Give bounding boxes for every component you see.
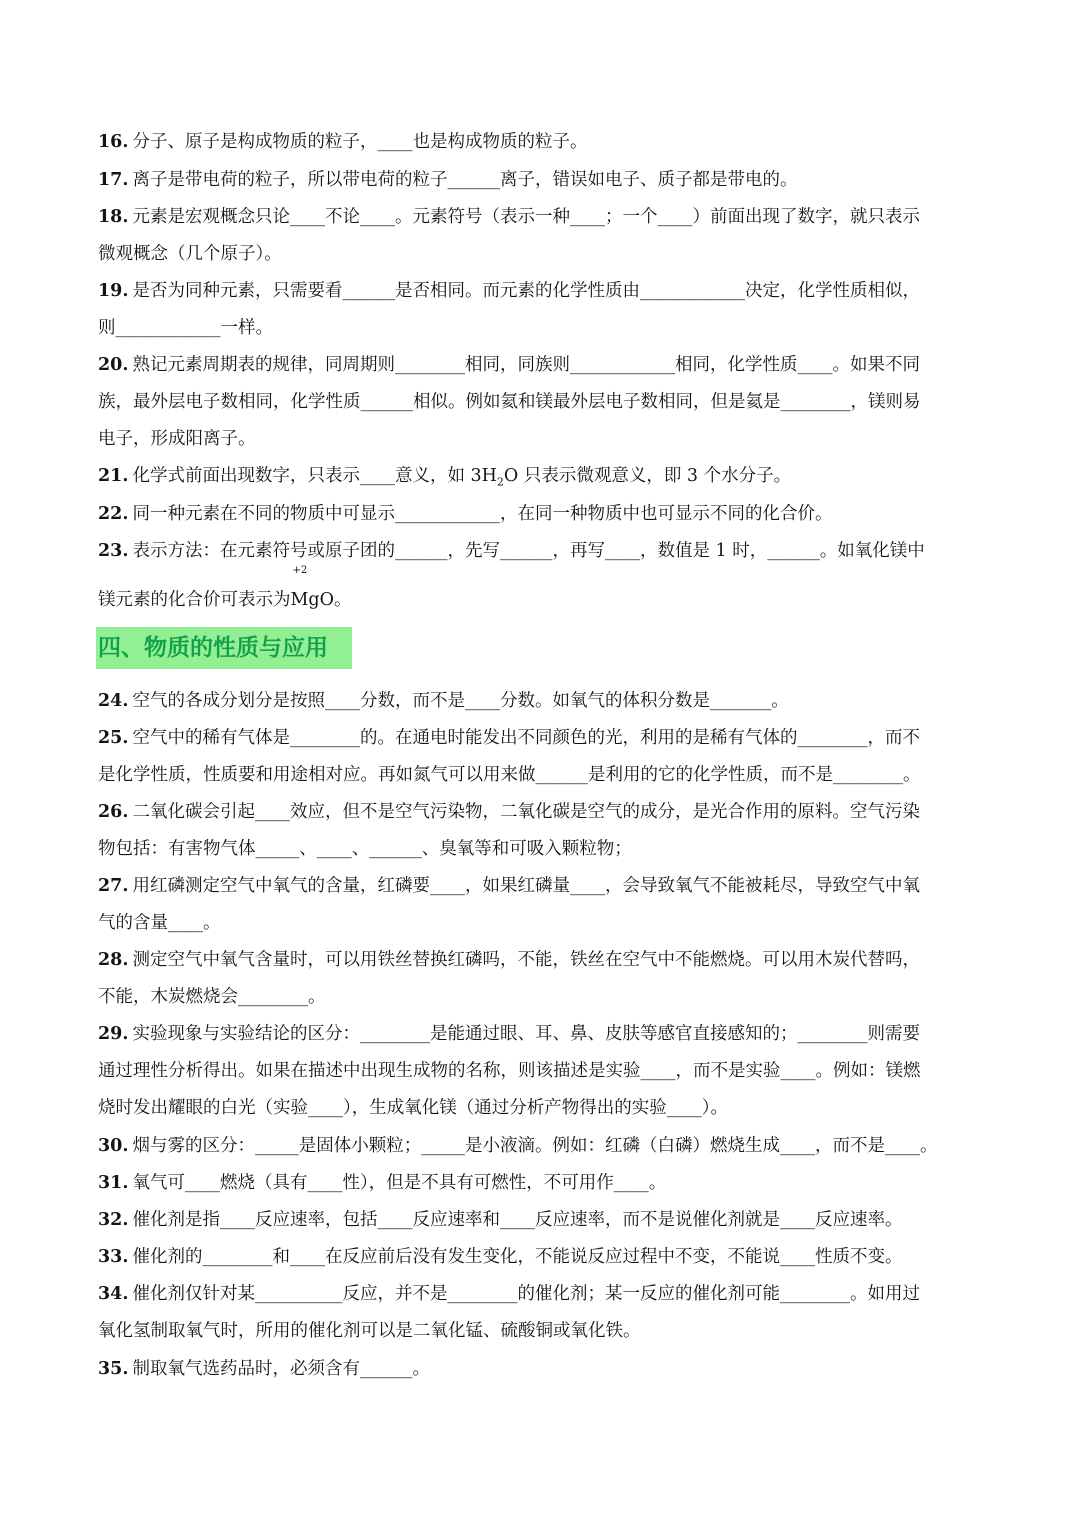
- question-number: 29.: [98, 1024, 129, 1044]
- question-number: 20.: [98, 355, 129, 375]
- question-text: 氧气可____燃烧（具有____性），但是不具有可燃性，不可用作____。: [132, 1173, 667, 1193]
- question-text: 催化剂是指____反应速率，包括____反应速率和____反应速率，而不是说催化剂就是____反应速率。: [132, 1210, 903, 1230]
- chemical-formula: [290, 565, 334, 619]
- question-text: 镁元素的化合价可表示为: [98, 590, 291, 610]
- question-text: 空气的各成分划分是按照____分数，而不是____分数。如氧气的体积分数是_______。: [132, 691, 789, 711]
- question-35: [98, 1351, 988, 1388]
- question-number: 18.: [98, 207, 129, 227]
- question-number: 22.: [98, 504, 129, 524]
- question-number: 27.: [98, 876, 129, 896]
- question-16: [98, 124, 988, 161]
- question-21: [98, 458, 988, 495]
- question-text: 离子是带电荷的粒子，所以带电荷的粒子______离子，错误如电子、质子都是带电的。: [132, 170, 798, 190]
- question-31: [98, 1165, 988, 1202]
- question-text: 分子、原子是构成物质的粒子，____也是构成物质的粒子。: [132, 132, 588, 152]
- question-number: 26.: [98, 802, 129, 822]
- question-number: 28.: [98, 950, 129, 970]
- question-20: [98, 347, 988, 384]
- question-number: 34.: [98, 1284, 129, 1304]
- question-27-continued: 气的含量____。: [98, 913, 221, 933]
- formula-text: MgO: [290, 590, 334, 610]
- question-text: 空气中的稀有气体是________的。在通电时能发出不同颜色的光，利用的是稀有气体的________，而不: [132, 728, 920, 748]
- question-text: 。: [333, 590, 352, 610]
- question-27: [98, 868, 988, 905]
- question-22: [98, 496, 988, 533]
- question-number: 17.: [98, 170, 129, 190]
- question-text: 实验现象与实验结论的区分：________是能通过眼、耳、鼻、皮肤等感官直接感知的；________则需要: [132, 1024, 920, 1044]
- question-26-continued: 物包括：有害物气体_____、____、______、臭氧等和可吸入颗粒物；: [98, 839, 632, 859]
- question-number: 24.: [98, 691, 129, 711]
- question-19: [98, 273, 988, 310]
- question-28: [98, 942, 988, 979]
- question-17: [98, 162, 988, 199]
- question-text: 制取氧气选药品时，必须含有______。: [132, 1359, 430, 1379]
- question-32: [98, 1202, 988, 1239]
- question-text: 熟记元素周期表的规律，同周期则________相同，同族则____________相同，化学性质____。如果不同: [132, 355, 920, 375]
- question-18-continued: 微观概念（几个原子）。: [98, 244, 282, 264]
- question-number: 23.: [98, 541, 129, 561]
- question-23: [98, 533, 988, 570]
- question-text: 用红磷测定空气中氧气的含量，红磷要____，如果红磷量____，会导致氧气不能被耗尽，导致空气中氧: [132, 876, 920, 896]
- question-29: [98, 1016, 988, 1053]
- question-24: [98, 683, 988, 720]
- question-25-continued: 是化学性质，性质要和用途相对应。再如氮气可以用来做______是利用的它的化学性质，而不是________。: [98, 765, 921, 785]
- question-number: 21.: [98, 466, 129, 486]
- question-text: 元素是宏观概念只论____不论____。元素符号（表示一种____；一个____）前面出现了数字，就只表示: [132, 207, 920, 227]
- section-title: 四、物质的性质与应用: [98, 635, 328, 661]
- question-number: 19.: [98, 281, 129, 301]
- question-28-continued: 不能，木炭燃烧会________。: [98, 987, 326, 1007]
- question-number: 31.: [98, 1173, 129, 1193]
- question-text: 二氧化碳会引起____效应，但不是空气污染物，二氧化碳是空气的成分，是光合作用的原料。空气污染: [132, 802, 920, 822]
- question-30: [98, 1128, 988, 1165]
- question-29-continued: 通过理性分析得出。如果在描述中出现生成物的名称，则该描述是实验____，而不是实验____。例如：镁燃: [98, 1061, 921, 1081]
- question-text: 是否为同种元素，只需要看______是否相同。而元素的化学性质由____________决定，化学性质相似，: [132, 281, 920, 301]
- question-text: 表示方法：在元素符号或原子团的______，先写______，再写____，数值是 1 时，______。如氧化镁中: [132, 541, 925, 561]
- question-25: [98, 720, 988, 757]
- question-number: 30.: [98, 1136, 129, 1156]
- question-20-continued: 族，最外层电子数相同，化学性质______相似。例如氦和镁最外层电子数相同，但是氦是________，镁则易: [98, 392, 921, 412]
- question-26: [98, 794, 988, 831]
- question-34: [98, 1276, 988, 1313]
- question-33: [98, 1239, 988, 1276]
- subscript: 2: [496, 475, 504, 489]
- valence-mark: +2: [292, 565, 308, 576]
- question-text: 催化剂的________和____在反应前后没有发生变化，不能说反应过程中不变，不能说____性质不变。: [132, 1247, 903, 1267]
- question-number: 32.: [98, 1210, 129, 1230]
- question-18: [98, 199, 988, 236]
- question-19-continued: 则____________一样。: [98, 318, 273, 338]
- question-number: 33.: [98, 1247, 129, 1267]
- question-number: 35.: [98, 1359, 129, 1379]
- question-text: 测定空气中氧气含量时，可以用铁丝替换红磷吗，不能，铁丝在空气中不能燃烧。可以用木炭代替吗，: [132, 950, 920, 970]
- question-20-continued: 电子，形成阳离子。: [98, 429, 256, 449]
- question-29-continued: 烧时发出耀眼的白光（实验____），生成氧化镁（通过分析产物得出的实验____）。: [98, 1098, 728, 1118]
- question-23-continued: [98, 565, 988, 619]
- question-number: 25.: [98, 728, 129, 748]
- question-text: 烟与雾的区分：_____是固体小颗粒；_____是小液滴。例如：红磷（白磷）燃烧生成____，而不是____。: [132, 1136, 938, 1156]
- question-text: 化学式前面出现数字，只表示____意义，如 3H: [132, 466, 497, 486]
- question-text: O 只表示微观意义，即 3 个水分子。: [503, 466, 792, 486]
- question-number: 16.: [98, 132, 129, 152]
- question-text: 催化剂仅针对某__________反应，并不是________的催化剂；某一反应的催化剂可能________。如用过: [132, 1284, 920, 1304]
- question-text: 同一种元素在不同的物质中可显示____________，在同一种物质中也可显示不同的化合价。: [132, 504, 833, 524]
- question-34-continued: 氧化氢制取氧气时，所用的催化剂可以是二氧化锰、硫酸铜或氧化铁。: [98, 1321, 641, 1341]
